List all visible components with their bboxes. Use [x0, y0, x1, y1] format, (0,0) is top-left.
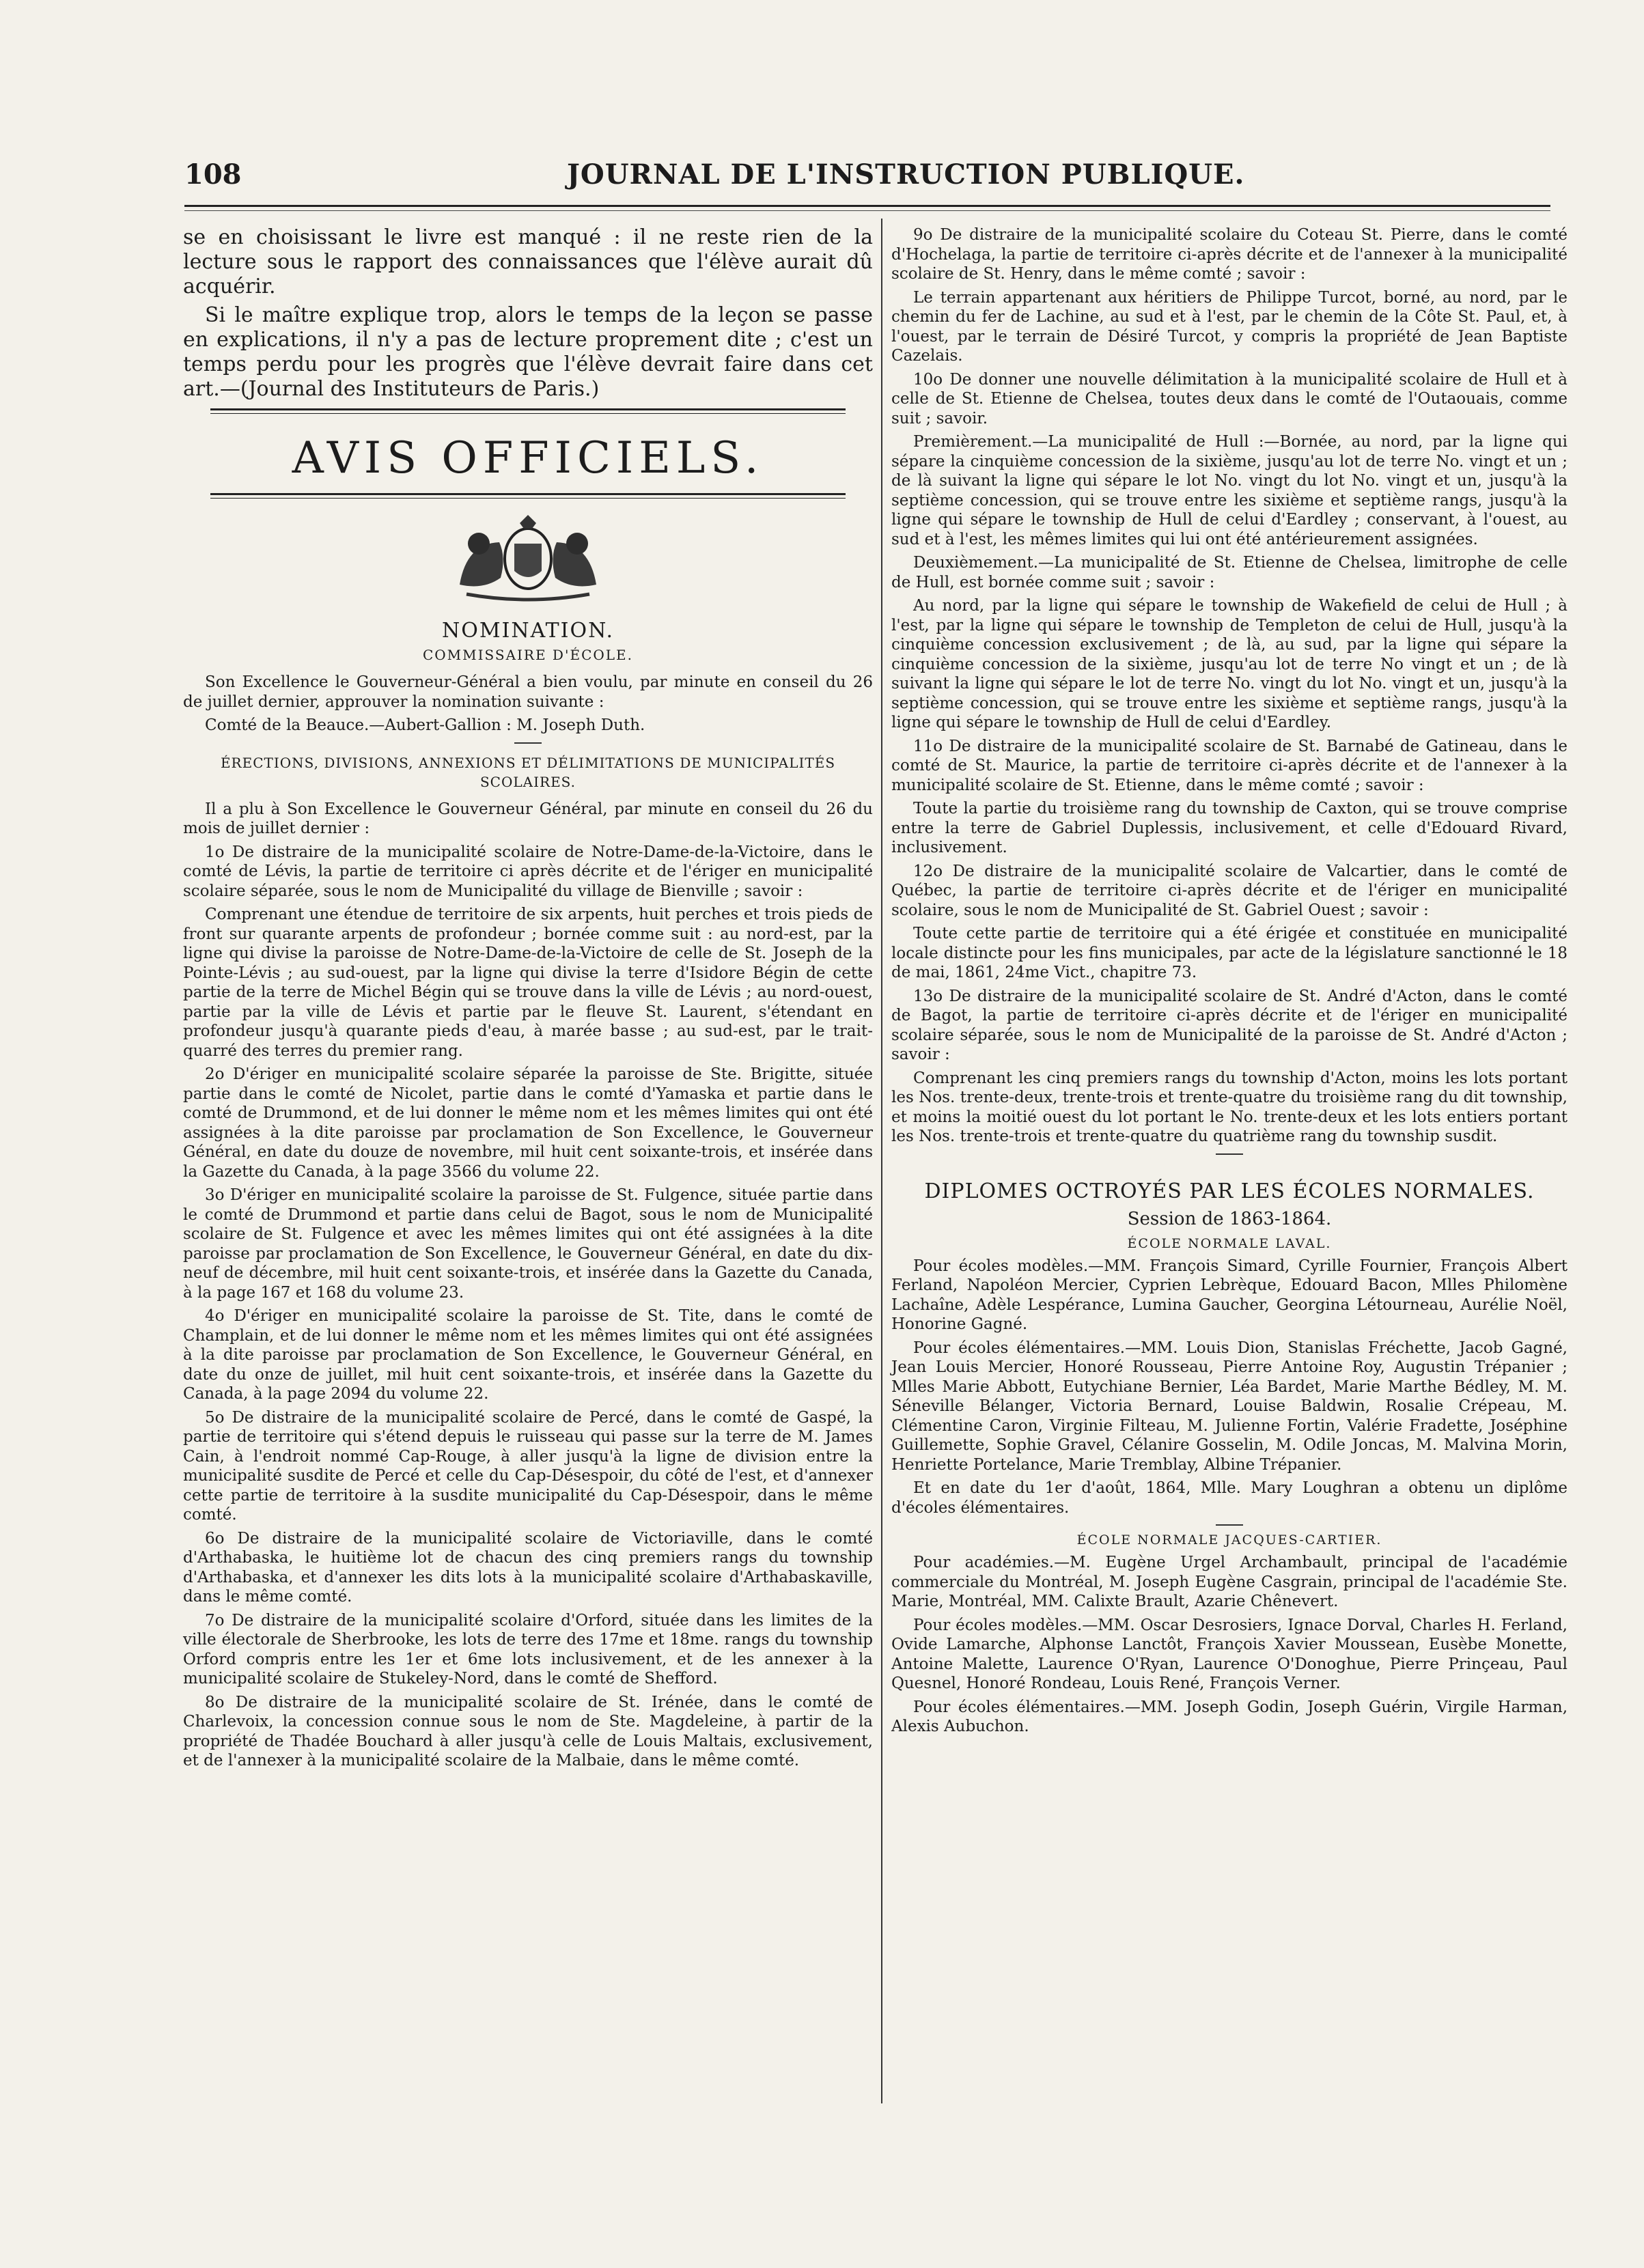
diploma-paragraph: Pour écoles élémentaires.—MM. Joseph Godin, Joseph Guérin, Virgile Harman, Alexis Aubuchon.	[891, 1698, 1568, 1735]
section-rule	[210, 493, 846, 499]
intro-paragraph: se en choisissant le livre est manqué : il ne reste rien de la lecture sous le rapport des connaissances que l'élève aurait dû acquérir.	[183, 225, 873, 298]
journal-title: JOURNAL DE L'INSTRUCTION PUBLIQUE.	[567, 158, 1245, 191]
commissaire-subheading: COMMISSAIRE D'ÉCOLE.	[422, 647, 634, 663]
ecole-laval-heading: ÉCOLE NORMALE LAVAL.	[1127, 1235, 1332, 1251]
left-column	[183, 225, 873, 1775]
nomination-heading: NOMINATION.	[441, 619, 614, 643]
short-rule	[514, 742, 542, 744]
article-paragraph: 11o De distraire de la municipalité scolaire de St. Barnabé de Gatineau, dans le comté de St. Maurice, la partie de territoire ci-après décrite et de l'annexer à la municipalité scolaire de St. Etienne, dans le même comté ; savoir :	[891, 737, 1568, 794]
diplomes-heading: DIPLOMES OCTROYÉS PAR LES ÉCOLES NORMALES.	[924, 1179, 1535, 1203]
article-paragraph: 8o De distraire de la municipalité scolaire de St. Irénée, dans le comté de Charlevoix, la concession connue sous le nom de Ste. Magdeleine, à partir de la propriété de Thadée Bouchard à aller jusqu'à celle de Louis Maltais, exclusivement, et de l'annexer à la municipalité scolaire de la Malbaie, dans le même comté.	[183, 1693, 873, 1769]
short-rule	[1216, 1153, 1243, 1155]
article-paragraph: Au nord, par la ligne qui sépare le township de Wakefield de celui de Hull ; à l'est, par la ligne qui sépare le township de Templeton de celui de Hull, jusqu'à la cinquième concession exclusivement ; de là, au sud, par la ligne qui sépare la cinquième concession de la sixième, jusqu'au lot de terre No vingt et un ; de là suivant la ligne qui sépare le lot de terre No. vingt du lot No. vingt et un, jusqu'à la septième concession, qui se trouve entre les sixième et septième rangs, jusqu'à la ligne qui sépare le township de Hull de celui d'Eardley.	[891, 597, 1568, 731]
diploma-paragraph: Pour écoles modèles.—MM. Oscar Desrosiers, Ignace Dorval, Charles H. Ferland, Ovide Lamarche, Alphonse Lanctôt, François Xavier Moussean, Eusèbe Monette, Antoine Malette, Laurence O'Ryan, Laurence O'Donoghue, Pierre Prinçeau, Paul Quesnel, Honoré Rondeau, Louis René, François Verner.	[891, 1616, 1568, 1692]
article-paragraph: Toute cette partie de territoire qui a été érigée et constituée en municipalité locale distincte pour les fins municipales, par acte de la législature sanctionné le 18 de mai, 1861, 24me Vict., chapitre 73.	[891, 925, 1568, 981]
article-paragraph: 5o De distraire de la municipalité scolaire de Percé, dans le comté de Gaspé, la partie de territoire qui s'étend depuis le ruisseau qui passe sur la terre de M. James Cain, à l'endroit nommé Cap-Rouge, à aller jusqu'à la ligne de division entre la municipalité susdite de Percé et celle du Cap-Désespoir, du côté de l'est, et d'annexer cette partie de territoire à la susdite municipalité du Cap-Désespoir, dans le même comté.	[183, 1408, 873, 1524]
header-rule-thin	[184, 210, 1550, 211]
section-rule	[210, 408, 846, 414]
article-paragraph: 13o De distraire de la municipalité scolaire de St. André d'Acton, dans le comté de Bagot, la partie de territoire ci-après décrite et de l'ériger en municipalité scolaire séparée, sous le nom de Municipalité de la paroisse de St. André d'Acton ; savoir :	[891, 987, 1568, 1063]
diploma-paragraph: Pour académies.—M. Eugène Urgel Archambault, principal de l'académie commerciale du Montréal, M. Joseph Eugène Casgrain, principal de l'académie Ste. Marie, Montréal, MM. Calixte Brault, Azarie Chênevert.	[891, 1554, 1568, 1610]
short-rule	[1216, 1524, 1243, 1526]
column-divider	[881, 219, 882, 2103]
right-column	[891, 225, 1568, 1741]
article-paragraph: 12o De distraire de la municipalité scolaire de Valcartier, dans le comté de Québec, la partie de territoire ci-après décrite et de l'ériger en municipalité scolaire, sous le nom de Municipalité de St. Gabriel Ouest ; savoir :	[891, 862, 1568, 919]
nomination-paragraph: Son Excellence le Gouverneur-Général a bien voulu, par minute en conseil du 26 de juillet dernier, approuver la nomination suivante :	[183, 673, 873, 711]
ecole-jacques-cartier-heading: ÉCOLE NORMALE JACQUES-CARTIER.	[1076, 1532, 1382, 1548]
diploma-paragraph: Et en date du 1er d'août, 1864, Mlle. Mary Loughran a obtenu un diplôme d'écoles élémentaires.	[891, 1479, 1568, 1517]
article-paragraph: 6o De distraire de la municipalité scolaire de Victoriaville, dans le comté d'Arthabaska, le huitième lot de chacun des cinq premiers rangs du township d'Arthabaska, et d'annexer les dits lots à la municipalité scolaire d'Arthabaskaville, dans le même comté.	[183, 1529, 873, 1606]
intro-paragraph: Si le maître explique trop, alors le temps de la leçon se passe en explications, il n'y a pas de lecture proprement dite ; c'est un temps perdu pour les progrès que l'élève devrait faire dans cet art.—(Journal des Instituteurs de Paris.)	[183, 303, 873, 401]
article-paragraph: Toute la partie du troisième rang du township de Caxton, qui se trouve comprise entre la terre de Gabriel Duplessis, inclusivement, et celle d'Edouard Rivard, inclusivement.	[891, 800, 1568, 856]
header-rule	[184, 205, 1550, 207]
nomination-paragraph: Comté de la Beauce.—Aubert-Gallion : M. Joseph Duth.	[205, 716, 645, 734]
avis-officiels-heading: AVIS OFFICIELS.	[292, 433, 764, 484]
article-paragraph: 2o D'ériger en municipalité scolaire séparée la paroisse de Ste. Brigitte, située partie dans le comté de Nicolet, partie dans le comté d'Yamaska et partie dans le comté de Drummond, et de lui donner le même nom et les mêmes limites qui ont été assignées à la dite paroisse par proclamation de Son Excellence, le Gouverneur Général, en date du douze de novembre, mil huit cent soixante-trois, et insérée dans la Gazette du Canada, à la page 3566 du volume 22.	[183, 1065, 873, 1181]
article-paragraph: 4o D'ériger en municipalité scolaire la paroisse de St. Tite, dans le comté de Champlain, et de lui donner le même nom et les mêmes limites qui ont été assignées à la dite paroisse par proclamation de Son Excellence, le Gouverneur Général, en date du onze de juillet, mil huit cent soixante-trois, et insérée dans la Gazette du Canada, à la page 2094 du volume 22.	[183, 1307, 873, 1403]
royal-coat-of-arms-emblem	[419, 509, 637, 605]
article-paragraph: 10o De donner une nouvelle délimitation à la municipalité scolaire de Hull et à celle de St. Etienne de Chelsea, toutes deux dans le comté de l'Outaouais, comme suit ; savoir.	[891, 370, 1568, 428]
article-paragraph: 3o D'ériger en municipalité scolaire la paroisse de St. Fulgence, située partie dans le comté de Drummond et partie dans celui de Bagot, sous le nom de Municipalité scolaire de St. Fulgence et avec les mêmes limites qui ont été assignées à la dite paroisse par proclamation de Son Excellence, le Gouverneur Général, en date du dix-neuf de décembre, mil huit cent soixante-trois, et insérée dans la Gazette du Canada, à la page 167 et 168 du volume 23.	[183, 1186, 873, 1302]
erections-heading: ÉRECTIONS, DIVISIONS, ANNEXIONS ET DÉLIMITATIONS DE MUNICIPALITÉS SCOLAIRES.	[220, 754, 836, 790]
article-paragraph: Il a plu à Son Excellence le Gouverneur Général, par minute en conseil du 26 du mois de juillet dernier :	[183, 800, 873, 837]
diploma-paragraph: Pour écoles modèles.—MM. François Simard, Cyrille Fournier, François Albert Ferland, Napoléon Mercier, Cyprien Lebrèque, Edouard Bacon, Mlles Philomène Lachaîne, Adèle Lespérance, Lumina Gaucher, Georgina Létourneau, Aurélie Noël, Honorine Gagné.	[891, 1257, 1568, 1333]
article-paragraph: Le terrain appartenant aux héritiers de Philippe Turcot, borné, au nord, par le chemin du fer de Lachine, au sud et à l'est, par le chemin de la Côte St. Paul, et, à l'ouest, par le terrain de Désiré Turcot, y compris la propriété de Jean Baptiste Cazelais.	[891, 288, 1568, 365]
article-paragraph: 1o De distraire de la municipalité scolaire de Notre-Dame-de-la-Victoire, dans le comté de Lévis, la partie de territoire ci après décrite et de l'ériger en municipalité scolaire séparée, sous le nom de Municipalité du village de Bienville ; savoir :	[183, 843, 873, 900]
page-number: 108	[184, 158, 242, 191]
article-paragraph: 7o De distraire de la municipalité scolaire d'Orford, située dans les limites de la ville électorale de Sherbrooke, les lots de terre des 17me et 18me. rangs du township Orford compris entre les 1er et 6me lots inclusivement, et de les annexer à la municipalité scolaire de Stukeley-Nord, dans le comté de Shefford.	[183, 1611, 873, 1688]
article-paragraph: Comprenant les cinq premiers rangs du township d'Acton, moins les lots portant les Nos. trente-deux, trente-trois et trente-quatre du troisième rang du dit township, et moins la moitié ouest du lot portant le No. trente-deux et les lots entiers portant les Nos. trente-trois et trente-quatre du quatrième rang du township susdit.	[891, 1069, 1568, 1145]
article-paragraph: Comprenant une étendue de territoire de six arpents, huit perches et trois pieds de front sur quarante arpents de profondeur ; bornée comme suit : au nord-est, par la ligne qui divise la paroisse de Notre-Dame-de-la-Victoire de celle de St. Joseph de la Pointe-Lévis ; au sud-ouest, par la ligne qui divise la terre d'Isidore Bégin de cette partie de la terre de Michel Bégin qui se trouve dans la ville de Lévis ; au nord-ouest, partie par la ville de Lévis et partie par le fleuve St. Laurent, s'étendant en profondeur jusqu'à quarante pieds d'eau, à marée basse ; au sud-est, par le trait-quarré des terres du premier rang.	[183, 906, 873, 1060]
page-header	[184, 158, 1544, 199]
session-subheading: Session de 1863-1864.	[1127, 1208, 1332, 1229]
diploma-paragraph: Pour écoles élémentaires.—MM. Louis Dion, Stanislas Fréchette, Jacob Gagné, Jean Louis Mercier, Honoré Rousseau, Pierre Antoine Roy, Augustin Trépanier ; Mlles Marie Abbott, Eutychiane Bernier, Léa Bardet, Marie Marthe Bédley, M. M. Séneville Bélanger, Victoria Bernard, Louise Baldwin, Rosalie Crépeau, M. Clémentine Caron, Virginie Filteau, M. Julienne Fortin, Valérie Fradette, Joséphine Guillemette, Sophie Gravel, Célanire Gosselin, M. Odile Joncas, M. Malvina Morin, Henriette Portelance, Marie Tremblay, Albine Trépanier.	[891, 1339, 1568, 1474]
article-paragraph: Deuxièmement.—La municipalité de St. Etienne de Chelsea, limitrophe de celle de Hull, est bornée comme suit ; savoir :	[891, 554, 1568, 591]
article-paragraph: Premièrement.—La municipalité de Hull :—Bornée, au nord, par la ligne qui sépare la cinquième concession de la sixième, jusqu'au lot de terre No. vingt et un ; de là suivant la ligne qui sépare le lot No. vingt du lot No. vingt et un, jusqu'à la septième concession, qui se trouve entre les sixième et septième rangs, jusqu'à la ligne qui sépare le township de Hull de celui d'Eardley ; conservant, à l'ouest, au sud et à l'est, les mêmes limites qui lui ont été antérieurement assignées.	[891, 433, 1568, 548]
article-paragraph: 9o De distraire de la municipalité scolaire du Coteau St. Pierre, dans le comté d'Hochelaga, la partie de territoire ci-après décrite et de l'annexer à la municipalité scolaire de St. Henry, dans le même comté ; savoir :	[891, 226, 1568, 283]
